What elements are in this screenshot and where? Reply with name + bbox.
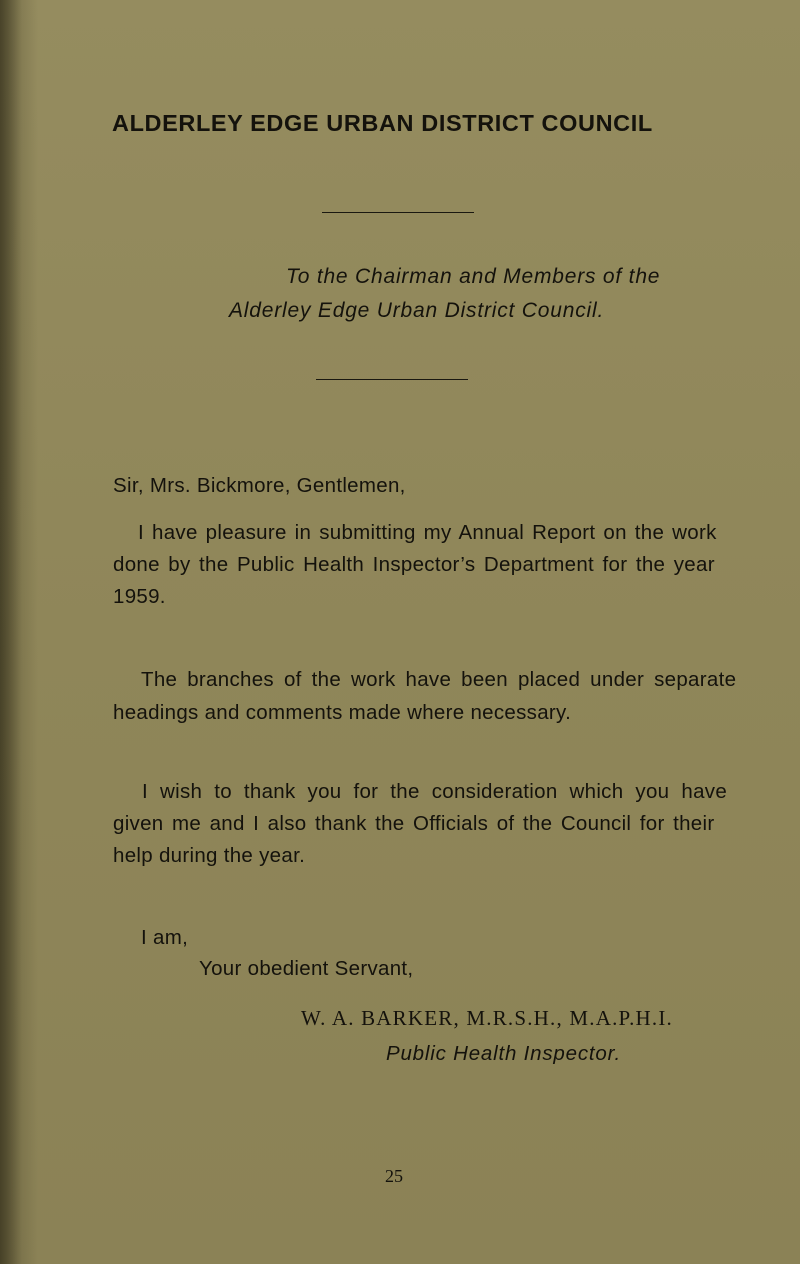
paragraph-3-line-3: help during the year. [113, 844, 306, 867]
page-number: 25 [385, 1166, 403, 1186]
council-heading: ALDERLEY EDGE URBAN DISTRICT COUNCIL [112, 110, 653, 136]
paragraph-1-line-2: done by the Public Health Inspector’s Department for the year [113, 553, 715, 576]
divider-rule-top [322, 212, 474, 213]
paragraph-3-line-1: I wish to thank you for the consideration which you have [142, 780, 728, 803]
divider-rule-bottom [316, 379, 468, 380]
closing-line-1: I am, [141, 926, 189, 949]
paragraph-1-line-3: 1959. [113, 585, 166, 608]
paragraph-1-line-1: I have pleasure in submitting my Annual Report on the work [138, 521, 717, 544]
signature-title: Public Health Inspector. [386, 1042, 621, 1065]
paragraph-2-line-1: The branches of the work have been placed under separate [141, 668, 737, 691]
address-line-2: Alderley Edge Urban District Council. [229, 299, 605, 322]
closing-line-2: Your obedient Servant, [199, 957, 414, 980]
paragraph-3-line-2: given me and I also thank the Officials of the Council for their [113, 812, 715, 835]
salutation: Sir, Mrs. Bickmore, Gentlemen, [113, 474, 406, 497]
address-line-1: To the Chairman and Members of the [286, 265, 661, 288]
paragraph-2-line-2: headings and comments made where necessary. [113, 701, 572, 724]
page-edge-shadow [0, 0, 22, 1264]
signature-name: W. A. BARKER, M.R.S.H., M.A.P.H.I. [301, 1006, 674, 1030]
